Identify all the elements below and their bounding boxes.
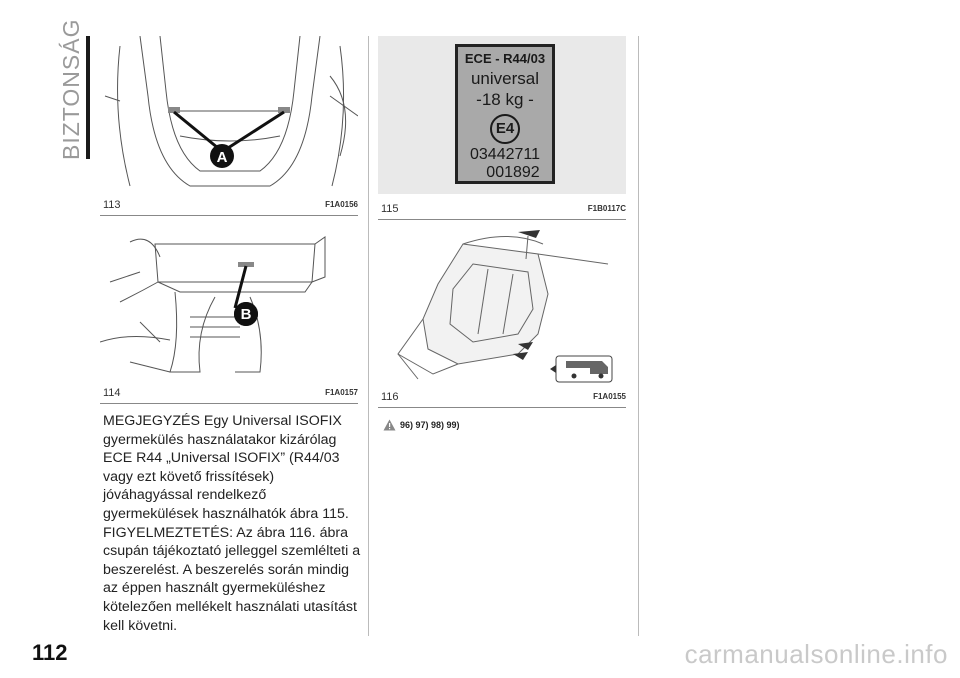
watermark: carmanualsonline.info xyxy=(684,639,948,669)
warning-references xyxy=(383,419,460,431)
label-serial-number: 001892 xyxy=(486,164,540,181)
figure-113-caption xyxy=(103,199,358,211)
body-text: MEGJEGYZÉS Egy Universal ISOFIX gyermekülés használatakor kizárólag ECE R44 „Universal ISOFIX” (R44/03 vagy ezt követő frissítések) jóváhagyással rendelkező gyermekülések használhatók ábra 115. FIGYELMEZTETÉS: Az ábra 116. ábra csupán tájékoztató jelleggel szemlélteti a beszerelést. A beszerelés során mindig az éppen használt gyermeküléshez kötelezően mellékelt használati utasítást kell követni. xyxy=(103,413,361,634)
figure-115-rule xyxy=(378,219,626,220)
figure-114-number: 114 xyxy=(103,387,121,399)
figure-114-caption xyxy=(103,387,358,399)
van-icon xyxy=(550,356,612,382)
marker-a: A xyxy=(216,149,228,166)
warning-icon xyxy=(383,419,396,431)
label-universal: universal xyxy=(470,69,540,88)
label-approval-number: 03442711 xyxy=(470,146,540,163)
figure-113-seat-top xyxy=(100,36,358,194)
seat-bottom-illustration xyxy=(100,222,358,380)
figure-116-number: 116 xyxy=(381,391,399,403)
reference-numbers: 96) 97) 98) 99) xyxy=(400,420,460,430)
e4-mark-icon: E4 xyxy=(490,114,520,144)
figure-115-code: F1B0117C xyxy=(587,204,626,213)
ece-approval-label xyxy=(455,44,555,184)
child-seat-illustration xyxy=(378,224,626,384)
section-title: BIZTONSÁG xyxy=(58,18,84,160)
column-divider-1 xyxy=(368,36,369,636)
figure-115-caption xyxy=(381,203,626,215)
figure-113-code: F1A0156 xyxy=(325,200,358,209)
figure-115-number: 115 xyxy=(381,203,399,215)
figure-116-rule xyxy=(378,407,626,408)
figure-116-caption xyxy=(381,391,626,403)
section-bar xyxy=(86,36,90,159)
seat-top-illustration xyxy=(100,36,358,194)
figure-114-seat-bottom xyxy=(100,222,358,380)
label-weight: -18 kg - xyxy=(476,90,534,109)
figure-114-code: F1A0157 xyxy=(325,388,358,397)
figure-116-child-seat xyxy=(378,224,626,384)
label-ece: ECE - R44/03 xyxy=(464,51,546,66)
marker-b: B xyxy=(240,306,252,323)
figure-114-rule xyxy=(100,403,358,404)
figure-116-code: F1A0155 xyxy=(593,392,626,401)
page-number: 112 xyxy=(32,640,68,665)
figure-113-number: 113 xyxy=(103,199,121,211)
column-divider-2 xyxy=(638,36,639,636)
figure-113-rule xyxy=(100,215,358,216)
